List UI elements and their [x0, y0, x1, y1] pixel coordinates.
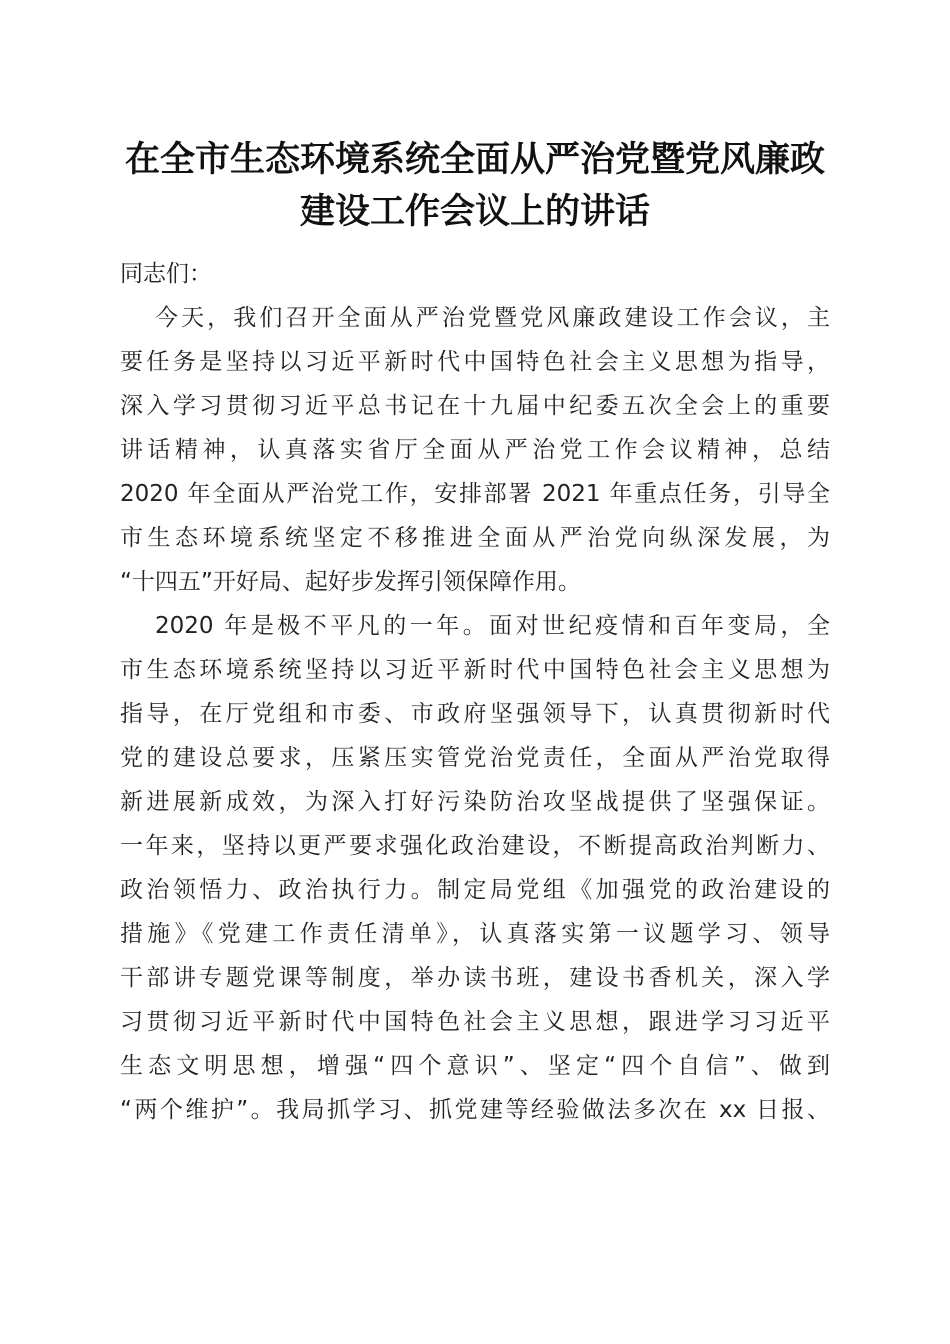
title-line-1: 在全市生态环境系统全面从严治党暨党风廉政	[124, 139, 825, 180]
paragraph-line: 新进展新成效，为深入打好污染防治攻坚战提供了坚强保证。	[120, 789, 830, 815]
title-line-2: 建设工作会议上的讲话	[299, 191, 650, 232]
paragraph-line: 生态文明思想，增强“四个意识”、坚定“四个自信”、做到	[120, 1053, 830, 1079]
paragraph-line: 2020 年全面从严治党工作，安排部署 2021 年重点任务，引导全	[120, 481, 830, 507]
paragraph-line: 党的建设总要求，压紧压实管党治党责任，全面从严治党取得	[120, 745, 830, 771]
paragraph-line: 一年来，坚持以更严要求强化政治建设，不断提高政治判断力、	[120, 833, 830, 859]
paragraph-line: 要任务是坚持以习近平新时代中国特色社会主义思想为指导，	[120, 349, 830, 375]
document-title	[100, 134, 850, 238]
paragraph-1	[120, 296, 830, 604]
document-body	[120, 252, 830, 1132]
paragraph-2	[120, 604, 830, 1132]
paragraph-line: 指导，在厅党组和市委、市政府坚强领导下，认真贯彻新时代	[120, 701, 830, 727]
paragraph-line: 今天，我们召开全面从严治党暨党风廉政建设工作会议，主	[155, 305, 830, 331]
paragraph-line: 2020 年是极不平凡的一年。面对世纪疫情和百年变局，全	[155, 613, 830, 639]
paragraph-line: 习贯彻习近平新时代中国特色社会主义思想，跟进学习习近平	[120, 1009, 830, 1035]
salutation: 同志们：	[120, 261, 212, 287]
paragraph-line: 措施》《党建工作责任清单》，认真落实第一议题学习、领导	[120, 921, 830, 947]
paragraph-line: 讲话精神，认真落实省厅全面从严治党工作会议精神，总结	[120, 437, 830, 463]
paragraph-line: 市生态环境系统坚定不移推进全面从严治党向纵深发展，为	[120, 525, 830, 551]
paragraph-line: “两个维护”。我局抓学习、抓党建等经验做法多次在 xx 日报、	[120, 1097, 830, 1123]
paragraph-line: “十四五”开好局、起好步发挥引领保障作用。	[120, 569, 581, 595]
paragraph-line: 市生态环境系统坚持以习近平新时代中国特色社会主义思想为	[120, 657, 830, 683]
paragraph-line: 深入学习贯彻习近平总书记在十九届中纪委五次全会上的重要	[120, 393, 830, 419]
paragraph-line: 政治领悟力、政治执行力。制定局党组《加强党的政治建设的	[120, 877, 830, 903]
paragraph-line: 干部讲专题党课等制度，举办读书班，建设书香机关，深入学	[120, 965, 830, 991]
